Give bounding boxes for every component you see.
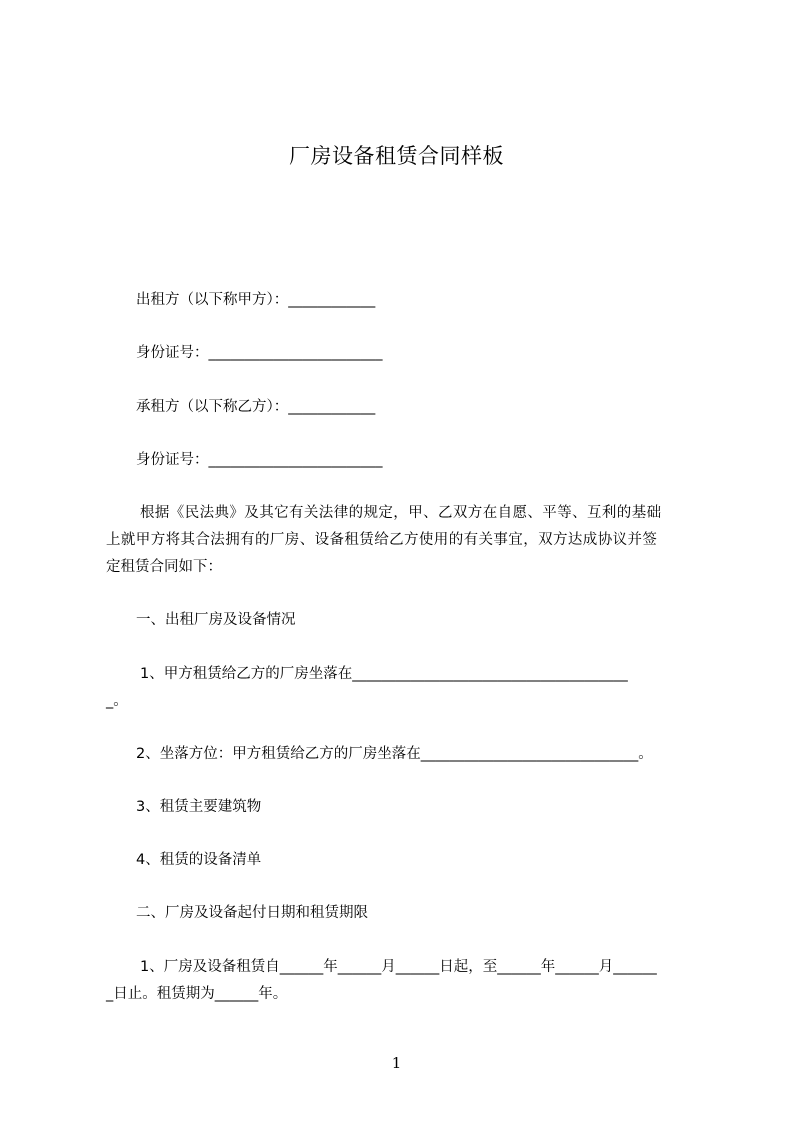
lessor-line: 出租方（以下称甲方）：____________ — [136, 292, 376, 308]
section-1-item-3: 3、租赁主要建筑物 — [136, 799, 262, 815]
lessee-line: 承租方（以下称乙方）：____________ — [136, 399, 376, 415]
lessor-id-line: 身份证号：________________________ — [136, 345, 383, 361]
section-1-heading: 一、出租厂房及设备情况 — [136, 612, 296, 628]
section-2-item-1-cont: _日止。租赁期为______年。 — [106, 986, 288, 1002]
lessee-id-line: 身份证号：________________________ — [136, 452, 383, 468]
section-1-item-1: 1、甲方租赁给乙方的厂房坐落在______________________________________ — [140, 666, 628, 682]
section-2-item-1: 1、厂房及设备租赁自______年______月______日起，至______年______月______ — [140, 959, 657, 975]
section-1-item-4: 4、租赁的设备清单 — [136, 852, 262, 868]
document-title: 厂房设备租赁合同样板 — [289, 144, 504, 168]
section-1-item-2: 2、坐落方位：甲方租赁给乙方的厂房坐落在______________________________。 — [136, 746, 653, 762]
section-2-heading: 二、厂房及设备起付日期和租赁期限 — [136, 905, 368, 921]
section-1-item-1-cont: _。 — [106, 693, 128, 709]
page-number: 1 — [391, 1054, 402, 1072]
preamble-line-3: 定租赁合同如下： — [106, 559, 222, 575]
preamble-line-1: 根据《民法典》及其它有关法律的规定，甲、乙双方在自愿、平等、互利的基础 — [140, 505, 662, 521]
preamble-line-2: 上就甲方将其合法拥有的厂房、设备租赁给乙方使用的有关事宜，双方达成协议并签 — [106, 532, 658, 548]
